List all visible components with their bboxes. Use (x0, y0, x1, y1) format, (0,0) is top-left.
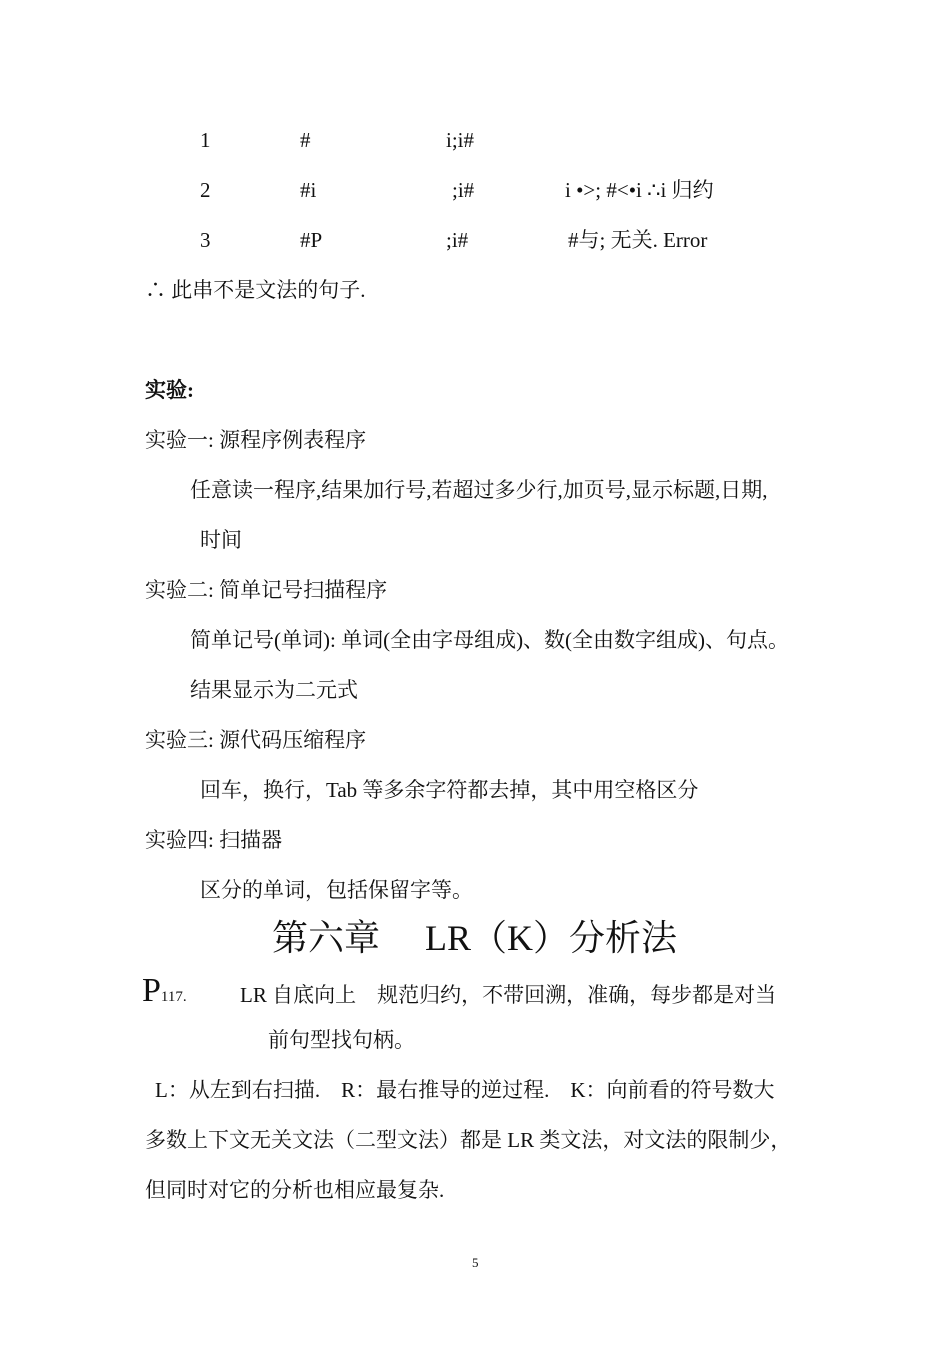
experiment-4-line-1: 区分的单词，包括保留字等。 (200, 878, 473, 902)
row-2-note: i •>; #<•i ∴i 归约 (565, 178, 714, 202)
page-reference-number: 117. (160, 989, 187, 1005)
chapter-intro-line-2: 前句型找句柄。 (268, 1028, 415, 1052)
experiment-2-title: 实验二: 简单记号扫描程序 (145, 578, 388, 602)
experiment-1-line-2: 时间 (200, 528, 242, 552)
experiment-1-line-1: 任意读一程序,结果加行号,若超过多少行,加页号,显示标题,日期, (190, 478, 768, 502)
chapter-paragraph-line-1: L：从左到右扫描. R：最右推导的逆过程. K：向前看的符号数大 (155, 1078, 775, 1102)
row-1-step: 1 (200, 128, 211, 152)
chapter-title: 第六章 LR（K）分析法 (272, 918, 678, 958)
row-3-input: ;i# (446, 228, 469, 252)
row-2-input: ;i# (452, 178, 475, 202)
page-reference-letter: P (142, 972, 161, 1009)
row-1-input: i;i# (446, 128, 475, 152)
page-number: 5 (472, 1255, 479, 1270)
row-3-step: 3 (200, 228, 211, 252)
experiment-1-title: 实验一: 源程序例表程序 (145, 428, 367, 452)
chapter-intro-line-1: LR 自底向上 规范归约，不带回溯，准确，每步都是对当 (240, 983, 777, 1007)
chapter-paragraph-line-2: 多数上下文无关文法（二型文法）都是 LR 类文法，对文法的限制少， (145, 1128, 792, 1152)
row-2-stack: #i (300, 178, 317, 202)
experiment-2-line-2: 结果显示为二元式 (190, 678, 358, 702)
experiment-3-title: 实验三: 源代码压缩程序 (145, 728, 367, 752)
chapter-paragraph-line-3: 但同时对它的分析也相应最复杂. (145, 1178, 445, 1202)
page-reference (142, 972, 187, 1010)
conclusion-text: ∴ 此串不是文法的句子. (145, 278, 366, 302)
row-3-stack: #P (300, 228, 323, 252)
experiment-2-line-1: 简单记号(单词): 单词(全由字母组成)、数(全由数字组成)、句点。 (190, 628, 790, 652)
row-2-step: 2 (200, 178, 211, 202)
row-1-stack: # (300, 128, 311, 152)
experiment-3-line-1: 回车，换行，Tab 等多余字符都去掉，其中用空格区分 (200, 778, 699, 802)
row-3-note: #与; 无关. Error (568, 228, 708, 252)
experiments-heading: 实验: (145, 378, 194, 402)
experiment-4-title: 实验四: 扫描器 (145, 828, 283, 852)
